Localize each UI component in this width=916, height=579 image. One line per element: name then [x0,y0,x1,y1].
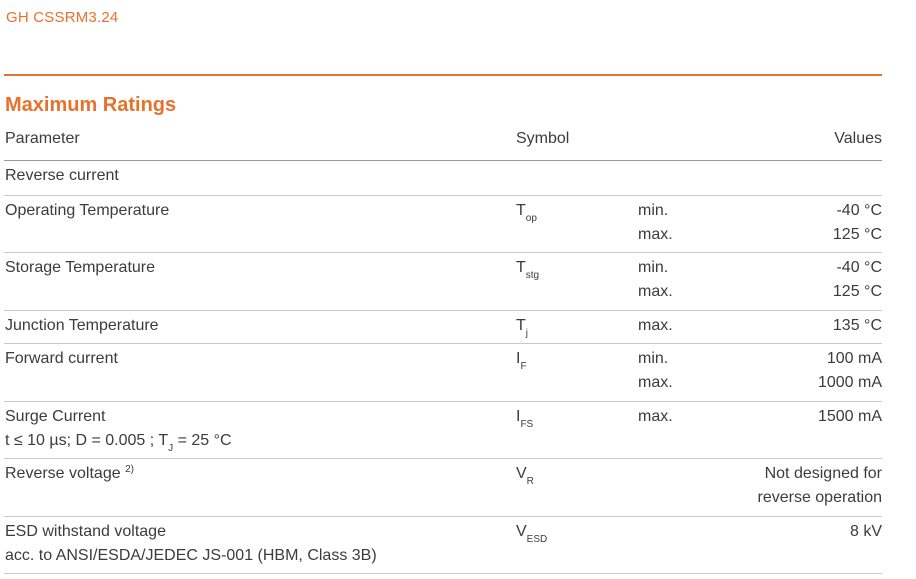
symbol-subscript: op [525,213,537,224]
header-values: Values [834,130,882,147]
table-row [4,344,882,402]
symbol-subscript: stg [525,270,540,281]
footnote-marker: 2) [125,464,134,475]
condition-max: max. [638,283,673,300]
symbol [516,199,537,225]
value-max: 125 °C [832,226,882,243]
param-name: Reverse current [5,167,119,184]
param-label: Surge Current [5,408,106,425]
header-parameter: Parameter [5,130,80,147]
symbol [516,520,547,546]
table-row [4,402,882,459]
param-name [5,462,134,488]
value-min: -40 °C [836,259,882,276]
symbol-subscript: ESD [526,534,548,545]
value [833,199,882,247]
condition-min: min. [638,202,669,219]
value: 8 kV [849,523,882,540]
symbol [516,256,539,282]
condition-max: max. [638,317,673,334]
value-max: 1000 mA [817,374,882,391]
param-name [5,520,377,568]
value [757,462,882,510]
param-note-subscript: J [168,443,174,454]
value-max: 135 °C [832,317,882,334]
ratings-table [4,124,882,574]
symbol-base: V [516,523,527,540]
value [818,347,882,395]
condition-min: min. [638,350,669,367]
symbol-subscript: j [525,328,529,339]
header-divider [4,74,882,76]
symbol-base: T [516,202,526,219]
param-note-post: = 25 °C [173,432,232,449]
condition [638,199,673,247]
table-row [4,459,882,517]
condition-max: max. [638,408,673,425]
header-symbol: Symbol [516,130,570,147]
symbol [516,347,527,373]
param-note-pre: t ≤ 10 µs; D = 0.005 ; T [5,432,169,449]
condition-max: max. [638,374,673,391]
param-name: Operating Temperature [5,202,170,219]
symbol [516,314,528,340]
symbol-base: T [516,317,526,334]
symbol-base: V [516,465,527,482]
document-id: GH CSSRM3.24 [6,9,119,26]
param-label: Reverse voltage [5,465,121,482]
param-name: Forward current [5,350,118,367]
value-max: 1500 mA [817,408,882,425]
condition-max: max. [638,226,673,243]
symbol-base: T [516,259,526,276]
value-min: -40 °C [836,202,882,219]
symbol-base: I [516,408,521,425]
value-line-1: Not designed for [764,465,882,482]
param-label: ESD withstand voltage [5,523,166,540]
table-row [4,196,882,253]
table-header [4,124,882,161]
table-row [4,253,882,311]
condition [638,256,673,304]
value-min: 100 mA [826,350,882,367]
value [833,256,882,304]
symbol-base: I [516,350,521,367]
table-row [4,517,882,574]
condition-min: min. [638,259,669,276]
condition [638,347,673,395]
section-title: Maximum Ratings [5,94,177,116]
param-name: Storage Temperature [5,259,156,276]
symbol-subscript: FS [520,419,534,430]
param-name [5,405,232,455]
table-row [4,311,882,344]
symbol [516,462,534,488]
symbol-subscript: F [520,361,527,372]
table-row [4,161,882,196]
symbol [516,405,533,431]
param-note: acc. to ANSI/ESDA/JEDEC JS-001 (HBM, Class 3B) [5,547,377,564]
param-name: Junction Temperature [5,317,159,334]
value-max: 125 °C [832,283,882,300]
value-line-2: reverse operation [757,489,882,506]
symbol-subscript: R [526,476,534,487]
